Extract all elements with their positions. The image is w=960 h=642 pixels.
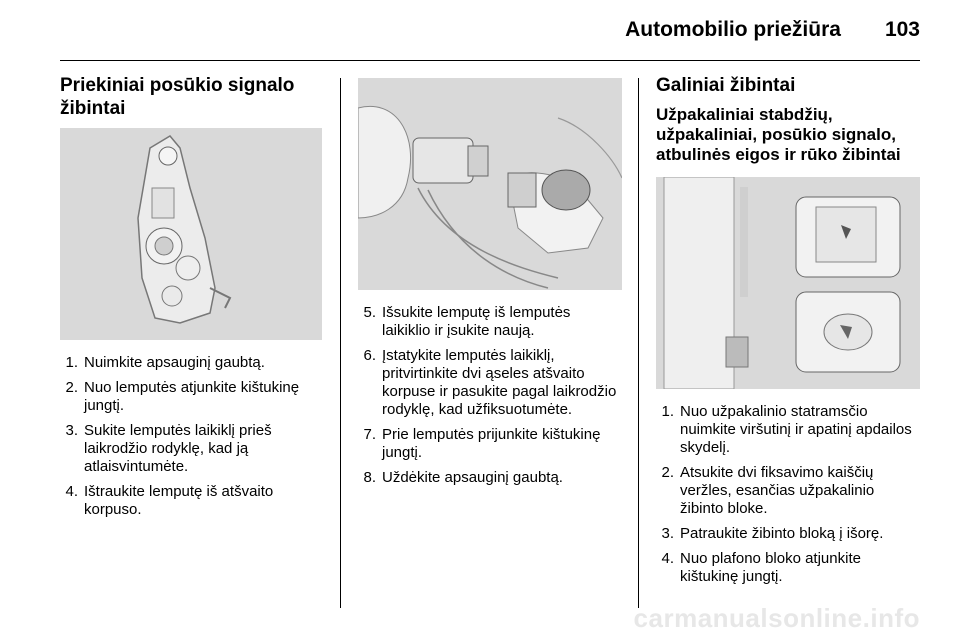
figure-headlamp-housing [60,128,322,340]
column-front-indicator [60,74,322,526]
rear-pillar-illustration [656,177,920,389]
steps-list-bulb [358,304,622,487]
step-item: 6. Įstatykite lemputės laikiklį, pritvirtinkite dvi ąseles atšvaito korpuse ir pasukite pagal laikrodžio rodyklę, kad užfiksuotumėte. [363,347,617,418]
header-title: Automobilio priežiūra [625,18,841,41]
figure-rear-pillar [656,177,920,389]
step-item: 5. Išsukite lemputę iš lemputės laikiklio ir įsukite naują. [363,304,571,339]
page-header [60,18,920,48]
step-item: 7. Prie lemputės prijunkite kištukinę jungtį. [363,426,601,461]
step-item: 4. Nuo plafono bloko atjunkite kištukinę jungtį. [661,550,861,585]
column-divider-2 [638,78,639,608]
header-divider [60,60,920,61]
step-item: 8. Uždėkite apsauginį gaubtą. [363,469,563,486]
column-rear-lights [656,74,920,593]
section-heading-front-indicator: Priekiniai posūkio signalo žibintai [60,75,295,119]
column-bulb-replacement [358,74,622,494]
step-item: 2. Nuo lemputės atjunkite kištukinę jungtį. [65,379,300,414]
bulb-replacement-illustration [358,78,622,290]
figure-bulb-in-hand [358,78,622,290]
steps-list-front [60,354,322,519]
step-item: 3. Sukite lemputės laikiklį prieš laikrodžio rodyklę, kad ją atlaisvintumėte. [65,422,272,475]
page-number: 103 [884,18,920,41]
watermark: carmanualsonline.info [633,603,920,633]
subsection-heading: Užpakaliniai stabdžių, užpakaliniai, posūkio signalo, atbulinės eigos ir rūko žibintai [656,105,901,164]
steps-list-rear [656,403,920,586]
step-item: 2. Atsukite dvi fiksavimo kaiščių veržles, esančias užpakalinio žibinto bloke. [661,464,875,517]
step-item: 1. Nuo užpakalinio statramsčio nuimkite viršutinį ir apatinį apdailos skydelį. [661,403,912,456]
headlamp-illustration [60,128,322,340]
section-heading-rear-lights: Galiniai žibintai [656,75,796,96]
column-divider-1 [340,78,341,608]
step-item: 1. Nuimkite apsauginį gaubtą. [65,354,265,371]
step-item: 4. Ištraukite lemputę iš atšvaito korpuso. [65,483,274,518]
step-item: 3. Patraukite žibinto bloką į išorę. [661,525,884,542]
